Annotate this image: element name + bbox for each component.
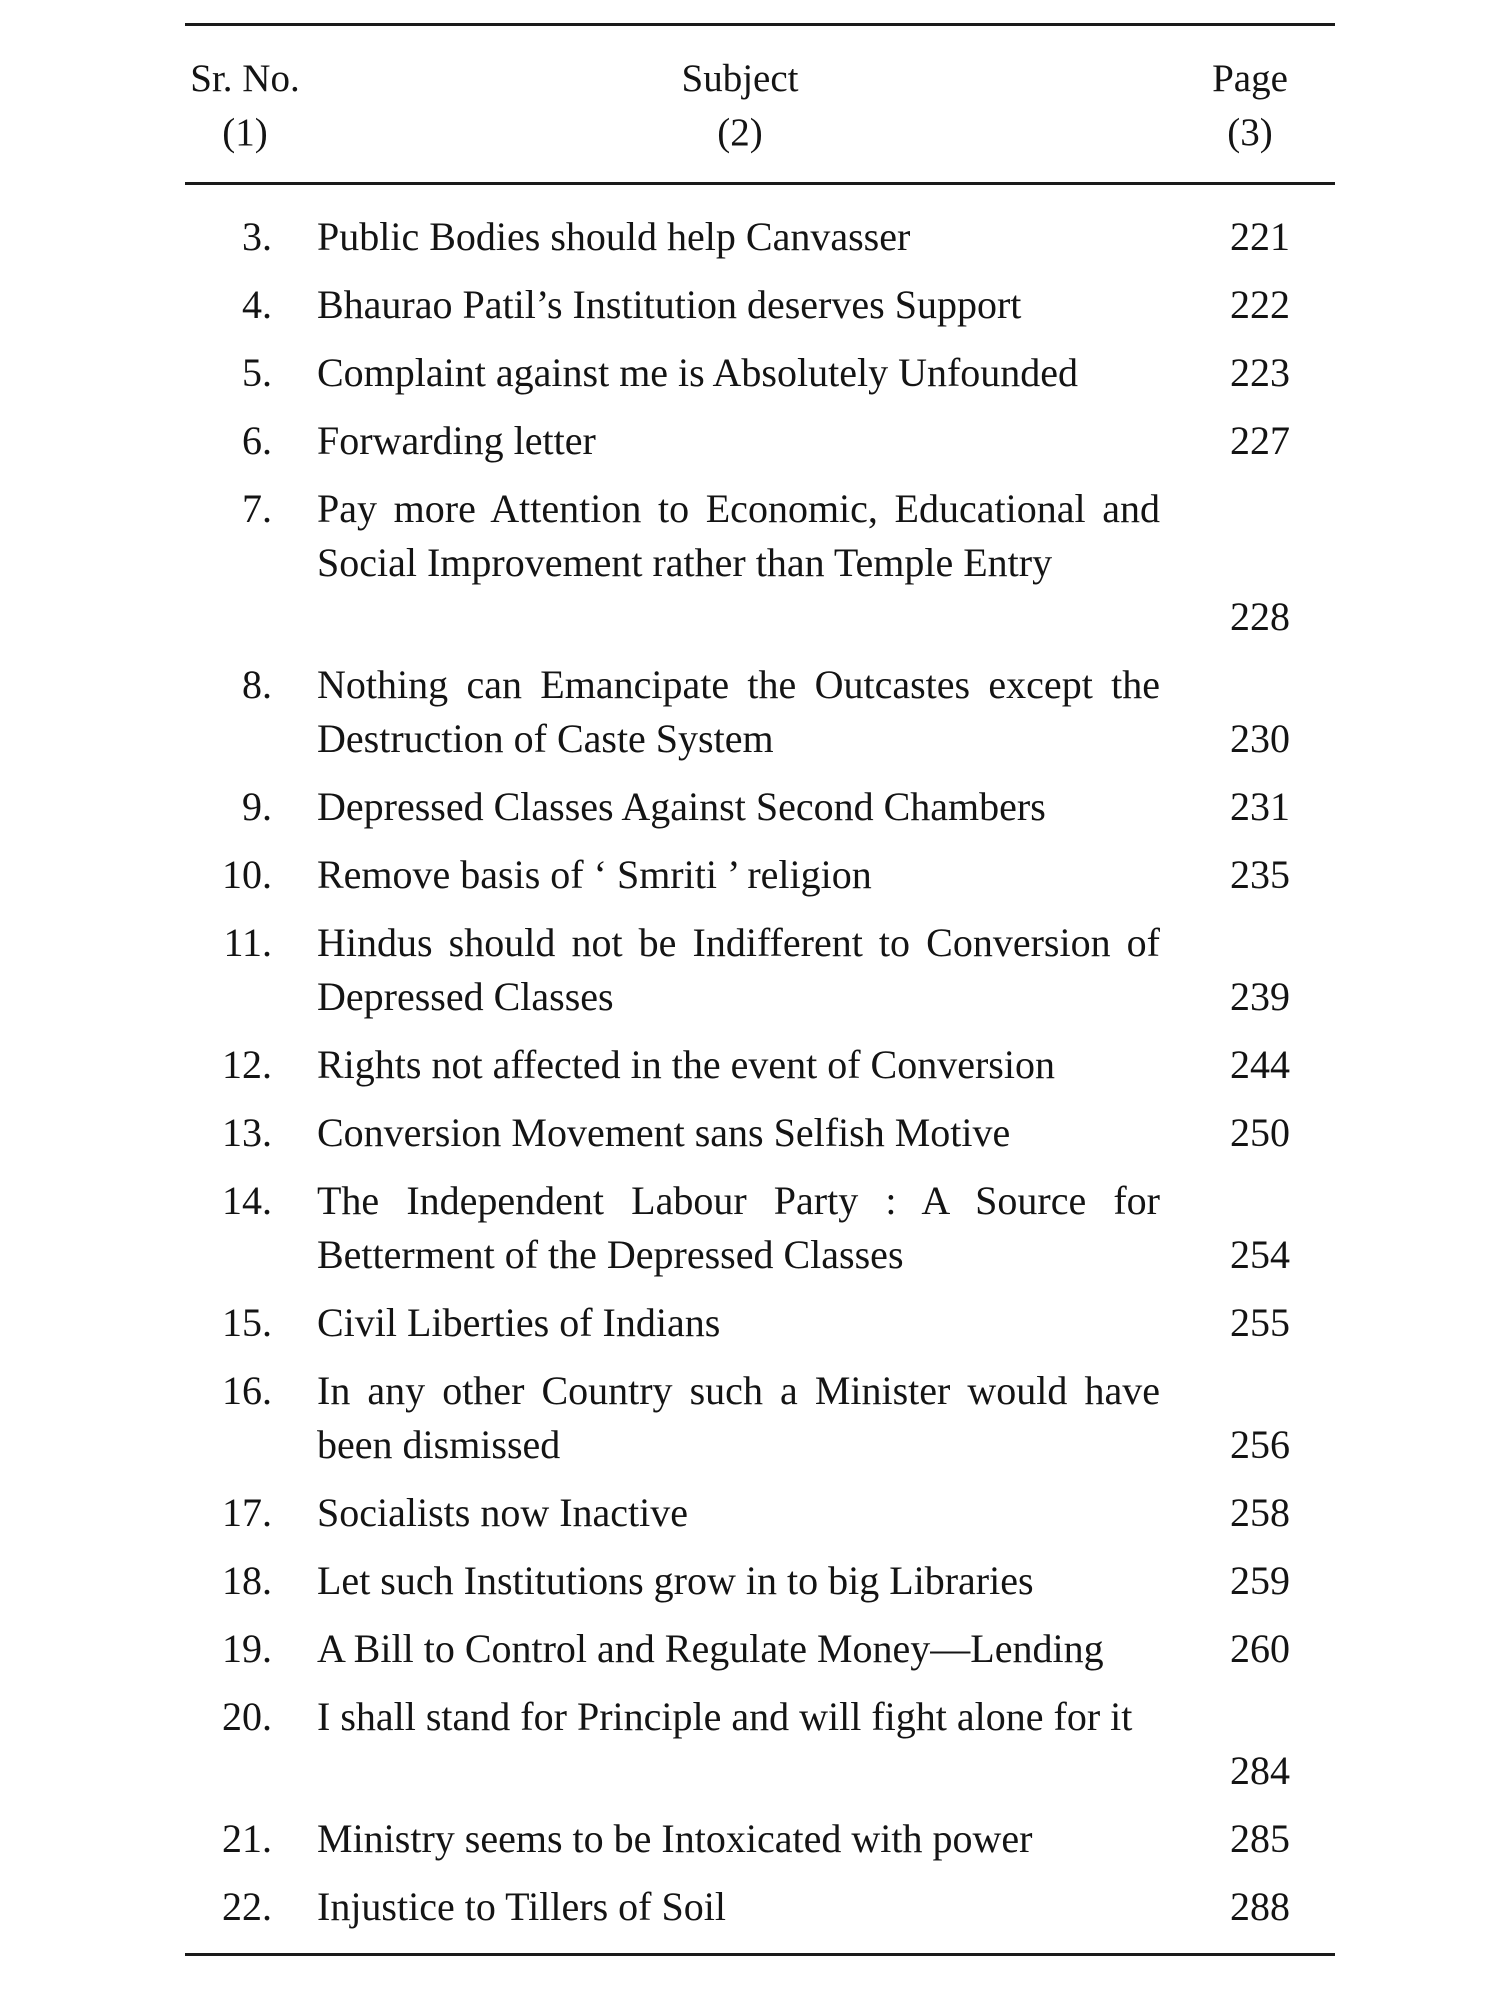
- entry-page: 256: [1230, 1422, 1290, 1467]
- entry-subject: Rights not affected in the event of Conversion: [317, 1042, 1055, 1087]
- entry-number: 11.: [223, 920, 272, 965]
- entry-number: 5.: [242, 350, 272, 395]
- entry-page: 285: [1230, 1816, 1290, 1861]
- entry-subject: Nothing can Emancipate the Outcastes except the Destruction of Caste System: [317, 662, 1160, 761]
- entry-page: 254: [1230, 1232, 1290, 1277]
- entry-number: 7.: [242, 486, 272, 531]
- entry-page: 222: [1230, 282, 1290, 327]
- entry-number: 17.: [222, 1490, 272, 1535]
- entry-number: 16.: [222, 1368, 272, 1413]
- entry-number: 15.: [222, 1300, 272, 1345]
- entry-page: 244: [1230, 1042, 1290, 1087]
- bottom-rule: [185, 1953, 1335, 1956]
- entry-subject: Remove basis of ‘ Smriti ’ religion: [317, 852, 872, 897]
- entry-subject: Conversion Movement sans Selfish Motive: [317, 1110, 1011, 1155]
- column-header-subject: [620, 52, 860, 160]
- entry-number: 4.: [242, 282, 272, 327]
- page-index: (3): [1227, 111, 1273, 154]
- entry-number: 12.: [222, 1042, 272, 1087]
- entry-number: 10.: [222, 852, 272, 897]
- entry-page: 227: [1230, 418, 1290, 463]
- entry-subject: Let such Institutions grow in to big Libraries: [317, 1558, 1034, 1603]
- entry-page: 231: [1230, 784, 1290, 829]
- entry-number: 21.: [222, 1816, 272, 1861]
- sr-no-label: Sr. No.: [190, 57, 300, 100]
- entry-subject: Civil Liberties of Indians: [317, 1300, 721, 1345]
- entry-number: 3.: [242, 214, 272, 259]
- entry-subject: A Bill to Control and Regulate Money—Lending: [317, 1626, 1104, 1671]
- entry-subject: Depressed Classes Against Second Chambers: [317, 784, 1046, 829]
- entry-page: 221: [1230, 214, 1290, 259]
- column-header-page: [1180, 52, 1320, 160]
- entry-subject: In any other Country such a Minister would have been dismissed: [317, 1368, 1160, 1467]
- entry-page: 250: [1230, 1110, 1290, 1155]
- entry-page: 255: [1230, 1300, 1290, 1345]
- entry-number: 14.: [222, 1178, 272, 1223]
- entry-subject: I shall stand for Principle and will fight alone for it: [317, 1694, 1133, 1739]
- entry-page: 259: [1230, 1558, 1290, 1603]
- entry-subject: Hindus should not be Indifferent to Conversion of Depressed Classes: [317, 920, 1160, 1019]
- entry-subject: The Independent Labour Party : A Source for Betterment of the Depressed Classes: [317, 1178, 1160, 1277]
- entry-subject: Public Bodies should help Canvasser: [317, 214, 911, 259]
- entry-page: 228: [1230, 594, 1290, 639]
- entry-subject: Socialists now Inactive: [317, 1490, 689, 1535]
- entry-page: 284: [1230, 1748, 1290, 1793]
- page-label: Page: [1212, 57, 1288, 100]
- entry-subject: Bhaurao Patil’s Institution deserves Support: [317, 282, 1022, 327]
- subject-label: Subject: [681, 57, 799, 100]
- entry-subject: Complaint against me is Absolutely Unfounded: [317, 350, 1079, 395]
- entry-number: 9.: [242, 784, 272, 829]
- sr-no-index: (1): [222, 111, 268, 154]
- entry-number: 20.: [222, 1694, 272, 1739]
- entry-page: 230: [1230, 716, 1290, 761]
- entry-number: 8.: [242, 662, 272, 707]
- subject-index: (2): [717, 111, 763, 154]
- entry-subject: Pay more Attention to Economic, Educational and Social Improvement rather than Temple Entry: [317, 486, 1160, 585]
- header-rule: [185, 182, 1335, 185]
- entry-page: 288: [1230, 1884, 1290, 1929]
- entry-subject: Ministry seems to be Intoxicated with power: [317, 1816, 1033, 1861]
- entry-page: 239: [1230, 974, 1290, 1019]
- entry-page: 258: [1230, 1490, 1290, 1535]
- entry-number: 13.: [222, 1110, 272, 1155]
- entry-number: 6.: [242, 418, 272, 463]
- entry-number: 22.: [222, 1884, 272, 1929]
- entry-subject: Injustice to Tillers of Soil: [317, 1884, 726, 1929]
- entry-subject: Forwarding letter: [317, 418, 596, 463]
- entry-page: 235: [1230, 852, 1290, 897]
- column-header-sr-no: [160, 52, 330, 160]
- entry-page: 223: [1230, 350, 1290, 395]
- entry-page: 260: [1230, 1626, 1290, 1671]
- top-rule: [185, 23, 1335, 26]
- entry-number: 19.: [222, 1626, 272, 1671]
- entry-number: 18.: [222, 1558, 272, 1603]
